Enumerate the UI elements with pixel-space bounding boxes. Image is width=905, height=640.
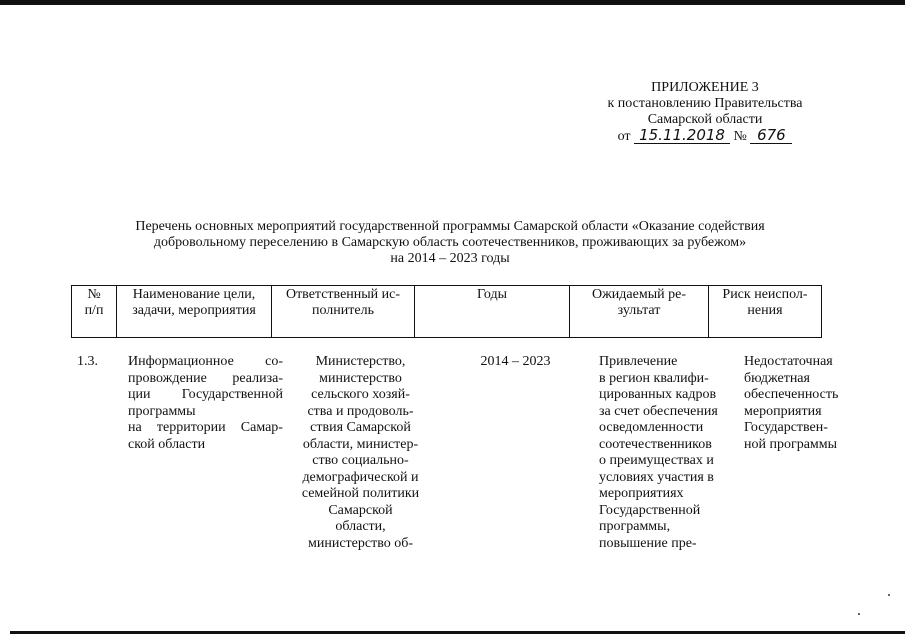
scan-speck xyxy=(888,594,890,596)
cell-line: Самарской xyxy=(328,502,393,518)
cell-word: на xyxy=(128,420,142,435)
cell-line: мероприятиях xyxy=(599,486,684,501)
row-name-cell xyxy=(125,354,286,552)
cell-line: ство социально- xyxy=(312,453,409,468)
document-title xyxy=(60,219,840,267)
cell-line: ской области xyxy=(128,436,206,452)
cell-line: № xyxy=(87,287,101,302)
cell-line: бюджетная xyxy=(744,370,810,386)
header-name xyxy=(117,286,272,338)
header-num xyxy=(72,286,117,338)
cell-word: территории xyxy=(156,420,226,435)
header-risk xyxy=(709,286,822,338)
row-years-cell: 2014 – 2023 xyxy=(480,354,551,369)
cell-line xyxy=(128,387,283,404)
cell-line: ствия Самарской xyxy=(310,420,411,435)
bottom-border-line xyxy=(10,631,905,634)
cell-line: ной программы xyxy=(744,436,838,452)
cell-line: ства и продоволь- xyxy=(307,403,414,419)
annex-title: ПРИЛОЖЕНИЕ 3 xyxy=(651,80,759,95)
document-title-line-2: добровольному переселению в Самарскую область соотечественников, проживающих за рубежом» xyxy=(153,235,747,250)
cell-line: области, министер- xyxy=(302,436,419,452)
cell-line xyxy=(128,354,283,371)
row-result-cell xyxy=(596,354,741,552)
cell-line: Министерство, xyxy=(315,354,406,369)
cell-line: семейной политики xyxy=(301,486,420,501)
row-executor-cell xyxy=(286,354,435,552)
document-title-line-1: Перечень основных мероприятий государственной программы Самарской области «Оказание содействия xyxy=(135,219,765,234)
table-header xyxy=(71,285,822,338)
header-result xyxy=(570,286,709,338)
cell-line: демографической и xyxy=(302,469,419,485)
cell-word: со- xyxy=(265,354,283,369)
cell-line: цированных кадров xyxy=(599,387,717,402)
annex-header xyxy=(590,80,820,145)
cell-line: Ответственный ис- xyxy=(285,287,401,302)
cell-line: Привлечение xyxy=(599,354,678,369)
table-row xyxy=(71,354,860,552)
cell-line xyxy=(128,371,283,388)
cell-line: соотечественников xyxy=(599,436,712,452)
row-risk-cell xyxy=(741,354,860,552)
cell-line: условиях участия в xyxy=(599,469,714,485)
cell-line: мероприятия xyxy=(744,403,822,419)
cell-line: о преимуществах и xyxy=(599,453,714,468)
cell-line: п/п xyxy=(84,303,104,318)
cell-line: Недостаточная xyxy=(744,354,833,369)
cell-word: реализа- xyxy=(232,370,283,386)
cell-line: Государственной xyxy=(599,502,701,518)
header-executor xyxy=(272,286,415,338)
scan-speck xyxy=(858,613,860,615)
cell-word: Информационное xyxy=(128,354,234,369)
cell-line: программы xyxy=(128,403,196,419)
cell-line: области, xyxy=(335,519,386,534)
cell-line: полнитель xyxy=(312,303,374,318)
cell-line: Государствен- xyxy=(744,420,828,435)
cell-line: министерство об- xyxy=(307,535,413,551)
header-row xyxy=(72,286,822,338)
cell-word: провождение xyxy=(128,370,207,386)
handwritten-date: 15.11.2018 xyxy=(634,128,730,144)
header-years xyxy=(415,286,570,338)
cell-line: Риск неиспол- xyxy=(722,287,808,302)
row-number: 1.3. xyxy=(77,354,98,369)
document-title-line-3: на 2014 – 2023 годы xyxy=(390,251,510,266)
handwritten-number: 676 xyxy=(750,128,792,144)
cell-line: программы, xyxy=(599,519,671,534)
cell-line: в регион квалифи- xyxy=(599,370,709,386)
cell-word: ции xyxy=(128,387,151,402)
cell-line xyxy=(128,420,283,437)
cell-word: Государственной xyxy=(181,387,283,402)
cell-line: повышение пре- xyxy=(599,535,697,551)
cell-line: зультат xyxy=(617,303,661,318)
annex-region: Самарской области xyxy=(647,112,763,127)
cell-line: осведомленности xyxy=(599,420,704,435)
cell-word: Самар- xyxy=(240,420,283,435)
cell-line: сельского хозяй- xyxy=(311,387,410,402)
top-border-line xyxy=(0,0,905,5)
annex-subtitle: к постановлению Правительства xyxy=(607,96,803,111)
cell-line: обеспеченность xyxy=(744,387,839,402)
cell-line: нения xyxy=(747,303,783,318)
date-prefix: от xyxy=(617,129,631,144)
cell-line: Наименование цели, xyxy=(132,287,256,302)
cell-line: задачи, мероприятия xyxy=(132,303,256,318)
cell-line: Годы xyxy=(477,287,507,302)
cell-line: за счет обеспечения xyxy=(599,403,718,419)
annex-date-number-row xyxy=(590,128,820,145)
number-prefix: № xyxy=(733,129,747,144)
cell-line: министерство xyxy=(319,370,402,386)
cell-line: Ожидаемый ре- xyxy=(592,287,686,302)
table-body xyxy=(71,354,860,552)
